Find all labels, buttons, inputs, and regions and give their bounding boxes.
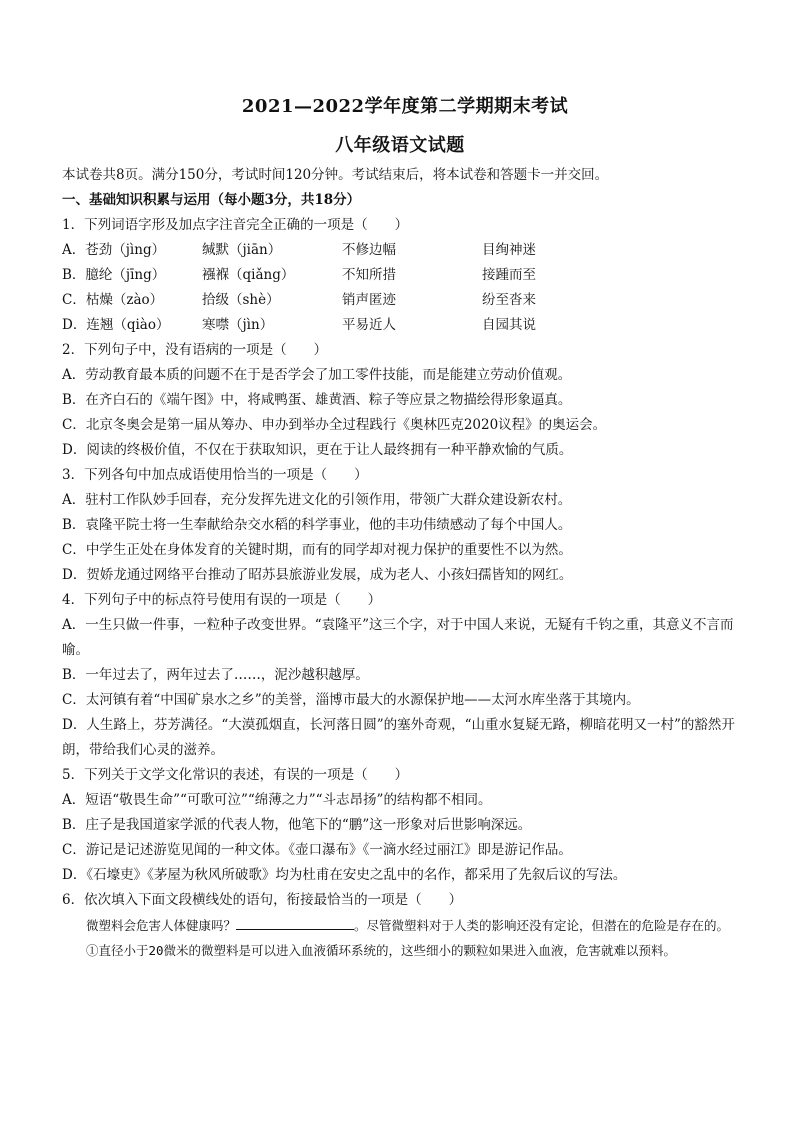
option-cell: 襁褓（qiǎng）	[202, 267, 295, 283]
question-5-option-d: D．《石壕吏》《茅屋为秋风所破歌》均为杜甫在安史之乱中的名作，都采用了先叙后议的写法。	[62, 867, 627, 883]
exam-instructions: 本试卷共8页。满分150分，考试时间120分钟。考试结束后，将本试卷和答题卡一并交回。	[62, 167, 609, 183]
question-2-option-d: D．阅读的终极价值，不仅在于获取知识，更在于让人最终拥有一种平静欢愉的气质。	[62, 442, 573, 458]
question-3-option-c: C．中学生正处在身体发育的关键时期，而有的同学却对视力保护的重要性不以为然。	[62, 542, 572, 558]
question-2-option-b: B．在齐白石的《端午图》中，将咸鸭蛋、雄黄酒、粽子等应景之物描绘得形象逼真。	[62, 392, 572, 408]
question-2-stem: 2．下列句子中，没有语病的一项是（ ）	[62, 342, 328, 358]
option-cell: 平易近人	[342, 317, 396, 333]
exam-subtitle: 八年级语文试题	[335, 135, 465, 156]
question-3-option-a: A．驻村工作队妙手回春，充分发挥先进文化的引领作用，带领广大群众建设新农村。	[62, 492, 572, 508]
exam-page	[62, 96, 738, 963]
question-3-option-d: D．贺娇龙通过网络平台推动了昭苏县旅游业发展，成为老人、小孩妇孺皆知的网红。	[62, 567, 573, 583]
question-1-option-c	[62, 288, 738, 313]
fill-in-blank[interactable]	[236, 915, 354, 930]
passage-text: 微塑料会危害人体健康吗？	[86, 918, 237, 933]
option-cell: 销声匿迹	[342, 292, 396, 308]
question-1-option-b	[62, 263, 738, 288]
question-5-option-c: C．游记是记述游览见闻的一种文体。《壶口瀑布》《一滴水经过丽江》即是游记作品。	[62, 842, 572, 858]
question-2-option-c: C．北京冬奥会是第一届从筹办、申办到举办全过程践行《奥林匹克2020议程》的奥运会。	[62, 417, 607, 433]
question-4-option-c: C．太河镇有着“中国矿泉水之乡”的美誉，淄博市最大的水源保护地——太河水库坐落于其境内。	[62, 692, 640, 708]
option-cell: B．臆纶（jīng）	[62, 267, 166, 283]
option-cell: 目绚神迷	[482, 242, 536, 258]
question-3-option-b: B．袁隆平院士将一生奉献给杂交水稻的科学事业，他的丰功伟绩感动了每个中国人。	[62, 517, 572, 533]
question-1-option-d	[62, 313, 738, 338]
option-cell: 自园其说	[482, 317, 536, 333]
question-5-option-a: A．短语“敬畏生命”“可歌可泣”“绵薄之力”“斗志昂扬”的结构都不相同。	[62, 792, 492, 808]
question-4-option-b: B．一年过去了，两年过去了……，泥沙越积越厚。	[62, 667, 369, 683]
exam-title: 2021—2022学年度第二学期期末考试	[241, 96, 569, 117]
option-cell: 不知所措	[342, 267, 396, 283]
option-cell: 不修边幅	[342, 242, 396, 258]
question-2-option-a: A．劳动教育最本质的问题不在于是否学会了加工零件技能，而是能建立劳动价值观。	[62, 367, 572, 383]
option-cell: 纷至沓来	[482, 292, 536, 308]
passage-text: 。尽管微塑料对于人类的影响还没有定论，但潜在的危险是存在的。	[354, 918, 730, 933]
question-6-stem: 6．依次填入下面文段横线处的语句，衔接最恰当的一项是（ ）	[62, 892, 463, 908]
question-4-stem: 4．下列句子中的标点符号使用有误的一项是（ ）	[62, 592, 382, 608]
option-cell: 寒噤（jìn）	[202, 317, 274, 333]
option-cell: A．苍劲（jìng）	[62, 242, 166, 258]
question-6-item-1: ①直径小于20微米的微塑料是可以进入血液循环系统的，这些细小的颗粒如果进入血液，危害就难以预料。	[86, 943, 677, 958]
option-cell: C．枯燥（zào）	[62, 292, 164, 308]
question-1-option-a	[62, 238, 738, 263]
question-5-option-b: B．庄子是我国道家学派的代表人物，他笔下的“鹏”这一形象对后世影响深远。	[62, 817, 532, 833]
section-heading: 一、基础知识积累与运用（每小题3分，共18分）	[62, 192, 361, 208]
question-5-stem: 5．下列关于文学文化常识的表述，有误的一项是（ ）	[62, 767, 409, 783]
question-6-passage	[62, 913, 738, 938]
option-cell: 缄默（jiān）	[202, 242, 282, 258]
option-cell: D．连翘（qiào）	[62, 317, 170, 333]
question-1-stem: 1．下列词语字形及加点字注音完全正确的一项是（ ）	[62, 217, 409, 233]
question-4-option-d: D．人生路上，芬芳满径。“大漠孤烟直，长河落日圆”的塞外奇观，“山重水复疑无路，柳暗花明又一村”的豁然开朗，带给我们心灵的滋养。	[62, 717, 735, 758]
option-cell: 拾级（shè）	[202, 292, 280, 308]
question-4-option-a: A．一生只做一件事，一粒种子改变世界。“袁隆平”这三个字，对于中国人来说，无疑有千钧之重，其意义不言而喻。	[62, 617, 734, 658]
option-cell: 接踵而至	[482, 267, 536, 283]
question-3-stem: 3．下列各句中加点成语使用恰当的一项是（ ）	[62, 467, 368, 483]
